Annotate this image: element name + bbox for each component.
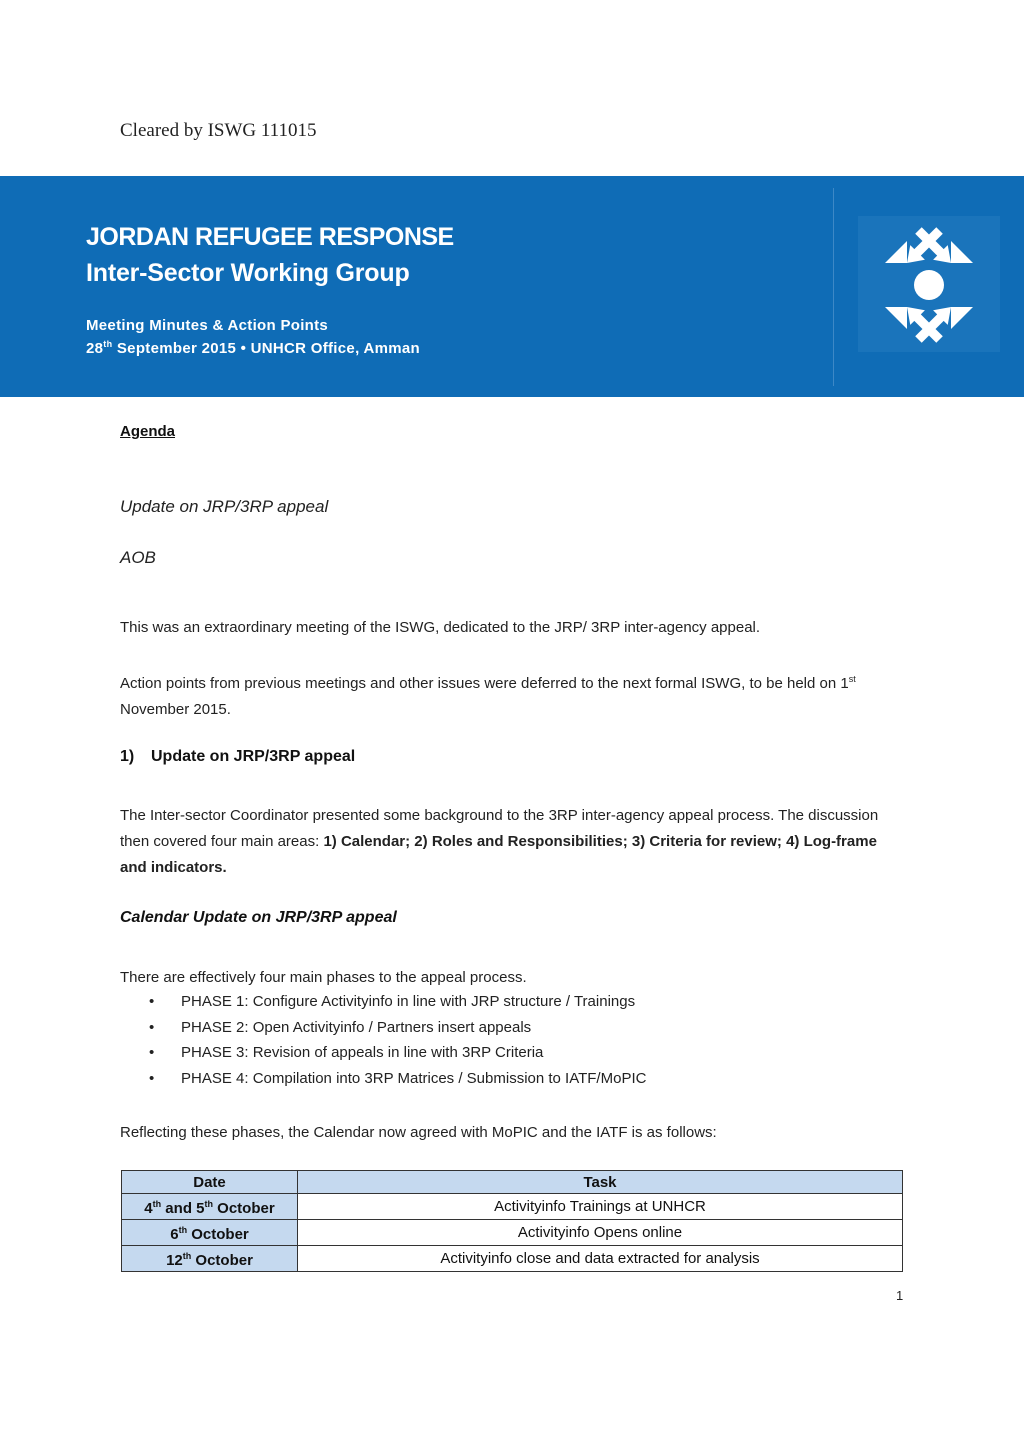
agenda-item: AOB bbox=[120, 548, 156, 567]
table-cell-task: Activityinfo Opens online bbox=[298, 1220, 903, 1246]
table-row bbox=[122, 1246, 903, 1272]
calendar-heading: Calendar Update on JRP/3RP appeal bbox=[120, 909, 397, 926]
list-item: • PHASE 2: Open Activityinfo / Partners insert appeals bbox=[120, 1015, 906, 1041]
banner-meeting-type: Meeting Minutes & Action Points bbox=[86, 317, 329, 334]
banner-meeting-date: 28th September 2015 • UNHCR Office, Amman bbox=[86, 339, 420, 357]
table-cell-date: 6th October bbox=[122, 1220, 298, 1246]
table-cell-date: 4th and 5th October bbox=[122, 1194, 298, 1220]
bullet-icon: • bbox=[149, 1018, 155, 1036]
agenda-heading: Agenda bbox=[120, 423, 176, 440]
list-item: • PHASE 1: Configure Activityinfo in line with JRP structure / Trainings bbox=[120, 989, 906, 1015]
list-item: • PHASE 3: Revision of appeals in line with 3RP Criteria bbox=[120, 1040, 906, 1066]
table-row bbox=[122, 1220, 903, 1246]
list-item: • PHASE 4: Compilation into 3RP Matrices / Submission to IATF/MoPIC bbox=[120, 1066, 906, 1092]
banner-title: JORDAN REFUGEE RESPONSE bbox=[86, 223, 454, 251]
table-cell-task: Activityinfo Trainings at UNHCR bbox=[298, 1194, 903, 1220]
table-cell-date: 12th October bbox=[122, 1246, 298, 1272]
intro-paragraph: This was an extraordinary meeting of the ISWG, dedicated to the JRP/ 3RP inter-agency appeal. bbox=[120, 619, 761, 636]
calendar-intro: There are effectively four main phases to the appeal process. bbox=[120, 969, 527, 986]
calendar-table bbox=[121, 1170, 903, 1272]
table-header-row bbox=[122, 1171, 903, 1194]
bullet-icon: • bbox=[149, 993, 155, 1010]
deferral-paragraph: Action points from previous meetings and other issues were deferred to the next formal ISWG, to be held on 1st November 2015. bbox=[120, 674, 856, 718]
cleared-note: Cleared by ISWG 111015 bbox=[120, 120, 317, 141]
banner-subtitle: Inter-Sector Working Group bbox=[86, 259, 410, 287]
table-row bbox=[122, 1194, 903, 1220]
bullet-icon: • bbox=[149, 1070, 155, 1088]
section-1-heading: 1) Update on JRP/3RP appeal bbox=[120, 748, 356, 765]
reflecting-paragraph: Reflecting these phases, the Calendar now agreed with MoPIC and the IATF is as follows: bbox=[120, 1124, 717, 1141]
agenda-item: Update on JRP/3RP appeal bbox=[120, 497, 329, 516]
page-number: 1 bbox=[896, 1288, 904, 1303]
section-1-paragraph: The Inter-sector Coordinator presented some background to the 3RP inter-agency appeal process. The discussion then covered four main areas: 1) Calendar; 2) Roles and Responsibilities; 3) Criteria for review; 4) Log-frame and indicators. bbox=[120, 807, 879, 876]
phase-list bbox=[120, 989, 906, 1092]
banner-divider bbox=[833, 188, 834, 386]
table-header-task: Task bbox=[298, 1171, 903, 1194]
table-header-date: Date bbox=[122, 1171, 298, 1194]
table-cell-task: Activityinfo close and data extracted for analysis bbox=[298, 1246, 903, 1272]
bullet-icon: • bbox=[149, 1044, 155, 1062]
header-banner bbox=[0, 176, 1024, 397]
arrows-converging-icon bbox=[858, 216, 1000, 352]
